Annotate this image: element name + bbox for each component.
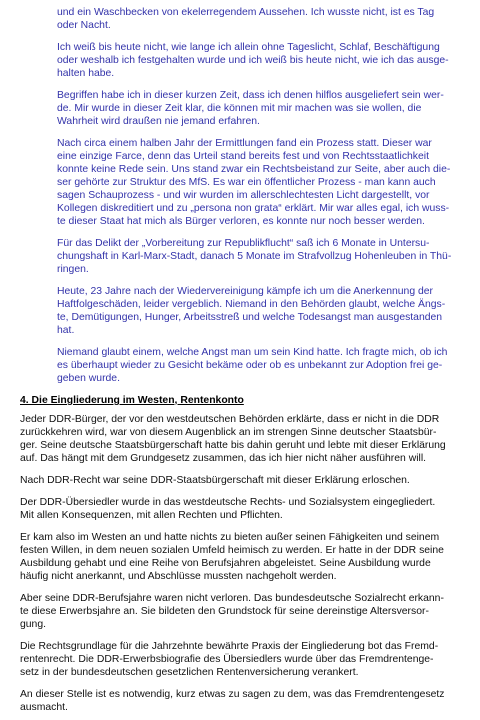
section-heading: 4. Die Eingliederung im Westen, Rentenkonto <box>20 395 244 406</box>
quote-paragraph: Für das Delikt der „Vorbereitung zur Republikflucht“ saß ich 6 Monate in Untersu- chungshaft in Karl-Marx-Stadt, danach 5 Monate im Strafvollzug Hohenleuben in Thü- ringen. <box>57 238 452 275</box>
body-paragraph: Aber seine DDR-Berufsjahre waren nicht verloren. Das bundesdeutsche Sozialrecht erkann- te diese Erwerbsjahre an. Sie bildeten den Grundstock für seine dereinstige Altersversor- gung. <box>20 593 444 630</box>
quote-paragraph: und ein Waschbecken von ekelerregendem Aussehen. Ich wusste nicht, ist es Tag oder Nacht. <box>57 7 435 31</box>
body-paragraph: Die Rechtsgrundlage für die Jahrzehnte bewährte Praxis der Eingliederung bot das Fremd- rentenrecht. Die DDR-Erwerbsbiografie des Übersiedlers wurde über das Fremdrentenge- setz in der bundesdeutschen gesetzlichen Rentenversicherung verankert. <box>20 641 439 678</box>
body-paragraph: Jeder DDR-Bürger, der vor den westdeutschen Behörden erklärte, dass er nicht in die DDR zurückkehren wird, war von diesem Augenblick an im strengen Sinne deutscher Staatsbür- ger. Seine deutsche Staatsbürgerschaft hatte bis dahin geruht und lebte mit dieser Erklärung auf. Das hängt mit dem Grundgesetz zusammen, das ich hier nicht näher ausführen will. <box>20 414 446 464</box>
quote-paragraph: Ich weiß bis heute nicht, wie lange ich allein ohne Tageslicht, Schlaf, Beschäftigung oder weshalb ich festgehalten wurde und ich weiß bis heute nicht, wie ich das ausge- halten habe. <box>57 42 449 79</box>
quote-paragraph: Niemand glaubt einem, welche Angst man um sein Kind hatte. Ich fragte mich, ob ich es überhaupt wieder zu Gesicht bekäme oder ob es unbekannt zur Adoption frei ge- geben wurde. <box>57 347 448 384</box>
quote-paragraph: Heute, 23 Jahre nach der Wiedervereinigung kämpfe ich um die Anerkennung der Haftfolgeschäden, leider vergeblich. Niemand in den Behörden glaubt, welche Ängs- te, Demütigungen, Hunger, Arbeitsstreß und welche Todesangst man ausgestanden hat. <box>57 286 446 336</box>
section-body <box>0 413 480 714</box>
quote-paragraph: Begriffen habe ich in dieser kurzen Zeit, dass ich denen hilflos ausgeliefert sein wer- de. Mir wurde in dieser Zeit klar, die können mit mir machen was sie wollen, die Wahrheit wird draußen nie jemand erfahren. <box>57 90 444 127</box>
body-paragraph: An dieser Stelle ist es notwendig, kurz etwas zu sagen zu dem, was das Fremdrentengesetz ausmacht. <box>20 689 445 713</box>
quote-paragraph: Nach circa einem halben Jahr der Ermittlungen fand ein Prozess statt. Dieser war eine einzige Farce, denn das Urteil stand bereits fest und von Rechtsstaatlichkeit konnte keine Rede sein. Uns stand zwar ein Rechtsbeistand zur Seite, aber auch die- ser gehörte zur Struktur des MfS. Es war ein öffentlicher Prozess - man kann auch sagen Schauprozess - und wir wurden im allerschlechtesten Licht dargestellt, vor Kollegen diskreditiert und zu „persona non grata“ erklärt. Mir war alles egal, ich wuss- te dieser Staat hat mich als Bürger verloren, es konnte nur noch besser werden. <box>57 138 451 227</box>
body-paragraph: Der DDR-Übersiedler wurde in das westdeutsche Rechts- und Sozialsystem eingegliedert. Mit allen Konsequenzen, mit allen Rechten und Pflichten. <box>20 497 436 521</box>
body-paragraph: Nach DDR-Recht war seine DDR-Staatsbürgerschaft mit dieser Erklärung erloschen. <box>20 475 410 486</box>
body-paragraph: Er kam also im Westen an und hatte nichts zu bieten außer seinen Fähigkeiten und seinem festen Willen, in dem neuen sozialen Umfeld heimisch zu werden. Er hatte in der DDR seine Ausbildung gehabt und eine Reihe von Berufsjahren abgeleistet. Seine Ausbildung wurde häufig nicht anerkannt, und Abschlüsse mussten nachgeholt werden. <box>20 532 444 582</box>
